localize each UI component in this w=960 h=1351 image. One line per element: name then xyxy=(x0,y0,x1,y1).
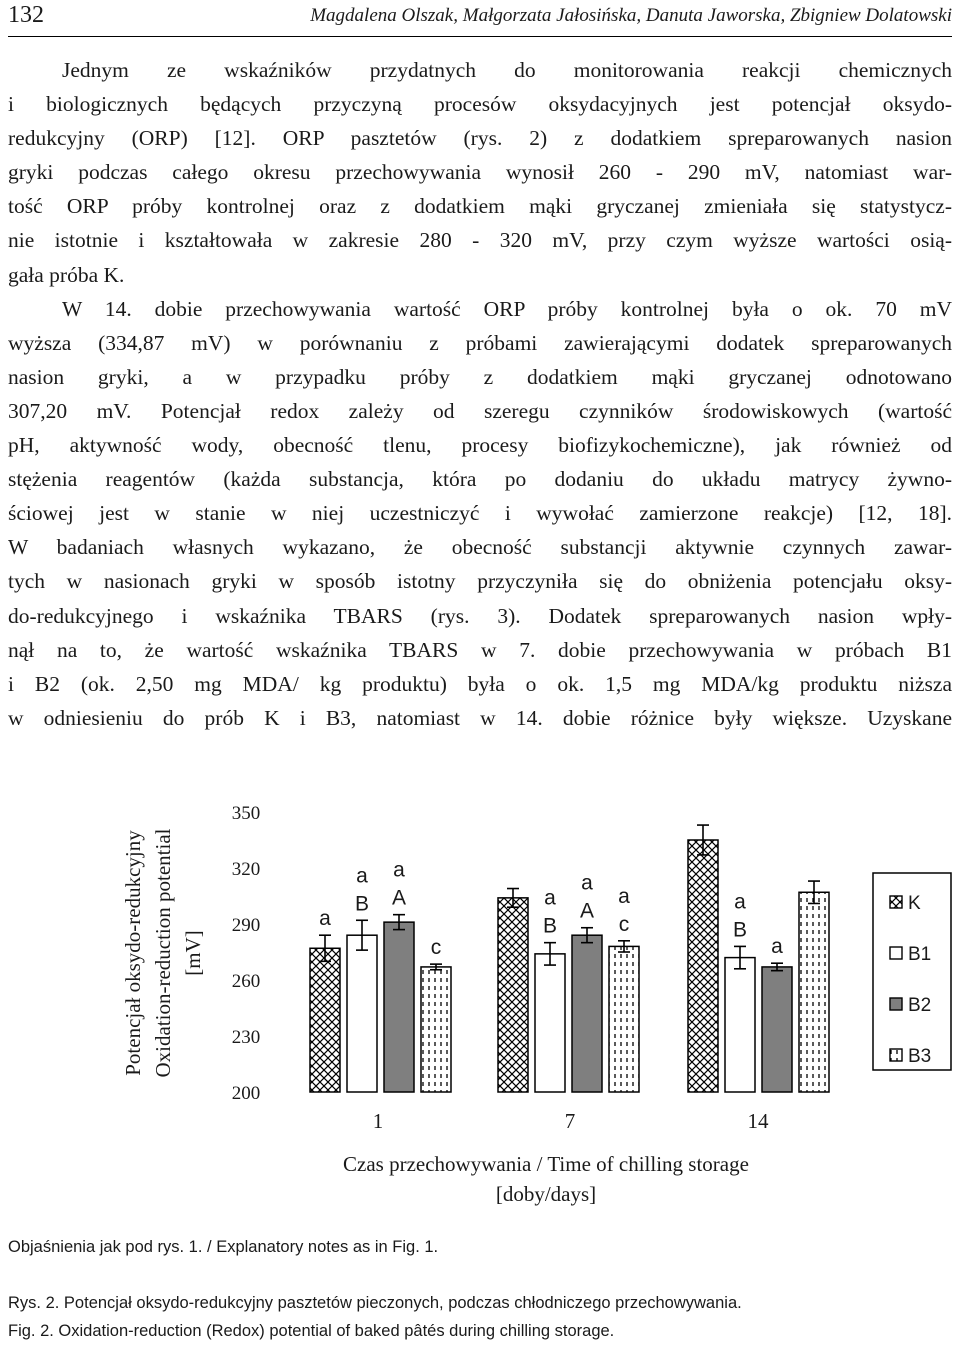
body-line-text: do-redukcyjnego i wskaźnika TBARS (rys. 3). Dodatek spreparowanych nasion wpły- xyxy=(8,603,952,628)
figure-caption-en: Fig. 2. Oxidation-reduction (Redox) potential of baked pâtés during chilling storage. xyxy=(8,1322,615,1340)
significance-label: a xyxy=(771,935,783,959)
y-tick-label: 230 xyxy=(231,1027,261,1048)
body-line xyxy=(8,360,952,394)
body-line xyxy=(8,121,952,155)
body-text xyxy=(8,53,952,735)
significance-label: a xyxy=(356,864,368,888)
body-line xyxy=(8,462,952,496)
body-line xyxy=(8,496,952,530)
body-line-text: W 14. dobie przechowywania wartość ORP próby kontrolnej była o ok. 70 mV xyxy=(62,296,952,321)
y-tick-label: 350 xyxy=(231,803,261,824)
body-line xyxy=(8,530,952,564)
y-axis-label: Potencjał oksydo-redukcyjny xyxy=(121,830,145,1076)
body-line xyxy=(8,599,952,633)
bar-B3-day-7 xyxy=(609,946,639,1092)
significance-label: B xyxy=(354,892,370,916)
y-tick-label: 320 xyxy=(231,859,261,880)
body-line xyxy=(8,667,952,701)
significance-label: a xyxy=(393,858,405,882)
body-line-text: nął na to, że wartość wskaźnika TBARS w 7. dobie przechowywania w próbach B1 xyxy=(8,637,952,662)
body-line-text: pH, aktywność wody, obecność tlenu, procesy biofizykochemiczne), jak również od xyxy=(8,433,952,458)
y-tick-label: 290 xyxy=(231,915,261,936)
figure-2-chart xyxy=(0,770,960,1210)
chart-svg xyxy=(0,770,960,1210)
significance-label: a xyxy=(581,871,593,895)
body-line-text: W badaniach własnych wykazano, że obecność substancji aktywnie czynnych zawar- xyxy=(8,535,952,560)
explanatory-note: Objaśnienia jak pod rys. 1. / Explanatory notes as in Fig. 1. xyxy=(8,1238,439,1256)
legend-swatch-B2 xyxy=(890,998,902,1010)
bar-B3-day-1 xyxy=(421,967,451,1092)
body-line-text: i B2 (ok. 2,50 mg MDA/ kg produktu) była o ok. 1,5 mg MDA/kg produktu niższa xyxy=(8,671,952,696)
figure-caption-pl: Rys. 2. Potencjał oksydo-redukcyjny pasztetów pieczonych, podczas chłodniczego przechowywania. xyxy=(8,1294,742,1312)
y-axis-label: Oxidation-reduction potential xyxy=(151,828,175,1078)
legend-label-B1: B1 xyxy=(908,944,932,965)
y-axis-label: [mV] xyxy=(181,930,205,976)
body-line xyxy=(8,189,952,223)
body-line xyxy=(8,326,952,360)
body-line xyxy=(8,633,952,667)
significance-label: A xyxy=(391,886,407,910)
bar-B1-day-14 xyxy=(725,958,755,1092)
bar-B2-day-14 xyxy=(762,967,792,1092)
legend-label-K: K xyxy=(908,893,921,914)
y-tick-label: 200 xyxy=(231,1083,261,1104)
body-line xyxy=(8,292,952,326)
body-line-text: i biologicznych będących przyczyną procesów oksydacyjnych jest potencjał oksydo- xyxy=(8,92,952,117)
x-tick-label: 7 xyxy=(564,1109,576,1133)
body-line xyxy=(8,701,952,735)
bar-B1-day-7 xyxy=(535,954,565,1092)
legend-label-B3: B3 xyxy=(908,1046,932,1067)
body-line-text: ściowej jest w stanie w niej uczestniczyć i wywołać zamierzone reakcje) [12, 18]. xyxy=(8,501,952,526)
body-line-text: nasion gryki, a w przypadku próby z dodatkiem mąki gryczanej odnotowano xyxy=(8,364,952,389)
bar-B1-day-1 xyxy=(347,935,377,1092)
body-line xyxy=(8,155,952,189)
significance-label: B xyxy=(732,918,748,942)
significance-label: a xyxy=(734,890,746,914)
bar-K-day-14 xyxy=(688,840,718,1092)
y-tick-label: 260 xyxy=(231,971,261,992)
body-line-text: stężenia reagentów (każda substancja, która po dodaniu do układu matrycy żywno- xyxy=(8,467,952,492)
significance-label: c xyxy=(430,936,442,960)
significance-label: a xyxy=(319,907,331,931)
x-tick-label: 14 xyxy=(747,1109,769,1133)
body-line-text: nie istotnie i kształtowała w zakresie 280 - 320 mV, przy czym wyższe wartości osią- xyxy=(8,228,952,253)
body-line xyxy=(8,428,952,462)
body-line-text: tość ORP próby kontrolnej oraz z dodatkiem mąki gryczanej zmieniała się statystycz- xyxy=(8,194,952,219)
legend-label-B2: B2 xyxy=(908,995,932,1016)
bar-K-day-1 xyxy=(310,948,340,1092)
x-axis-label: Czas przechowywania / Time of chilling storage xyxy=(343,1152,749,1176)
significance-label: a xyxy=(544,886,556,910)
body-line xyxy=(8,87,952,121)
x-axis-label: [doby/days] xyxy=(495,1182,597,1206)
page-number: 132 xyxy=(8,2,44,28)
body-line xyxy=(8,258,952,292)
legend-swatch-B1 xyxy=(890,947,902,959)
bar-B2-day-7 xyxy=(572,935,602,1092)
significance-label: a xyxy=(618,884,630,908)
body-line-text: w odniesieniu do prób K i B3, natomiast w 14. dobie różnice były większe. Uzyskane xyxy=(8,705,952,730)
significance-label: A xyxy=(579,899,595,923)
page-header xyxy=(8,0,952,37)
body-line-text: tych w nasionach gryki w sposób istotny przyczyniła się do obniżenia potencjału oksy- xyxy=(8,569,952,594)
bar-B3-day-14 xyxy=(799,892,829,1092)
legend-swatch-K xyxy=(890,896,902,908)
body-line xyxy=(8,53,952,87)
running-head-authors: Magdalena Olszak, Małgorzata Jałosińska, Danuta Jaworska, Zbigniew Dolatowski xyxy=(310,5,952,26)
body-line-text: gała próba K. xyxy=(8,262,125,287)
x-tick-label: 1 xyxy=(372,1109,384,1133)
body-line-text: wyższa (334,87 mV) w porównaniu z próbami zawierającymi dodatek spreparowanych xyxy=(8,330,952,355)
body-line-text: 307,20 mV. Potencjał redox zależy od szeregu czynników środowiskowych (wartość xyxy=(8,398,952,423)
body-line-text: gryki podczas całego okresu przechowywania wynosił 260 - 290 mV, natomiast war- xyxy=(8,160,952,185)
body-line xyxy=(8,223,952,257)
body-line-text: Jednym ze wskaźników przydatnych do monitorowania reakcji chemicznych xyxy=(62,58,952,82)
significance-label: B xyxy=(542,914,558,938)
bar-K-day-7 xyxy=(498,898,528,1092)
legend-swatch-B3 xyxy=(890,1049,902,1061)
body-line-text: redukcyjny (ORP) [12]. ORP pasztetów (rys. 2) z dodatkiem spreparowanych nasion xyxy=(8,126,952,151)
body-line xyxy=(8,564,952,598)
significance-label: c xyxy=(618,912,630,936)
bar-B2-day-1 xyxy=(384,922,414,1092)
body-line xyxy=(8,394,952,428)
